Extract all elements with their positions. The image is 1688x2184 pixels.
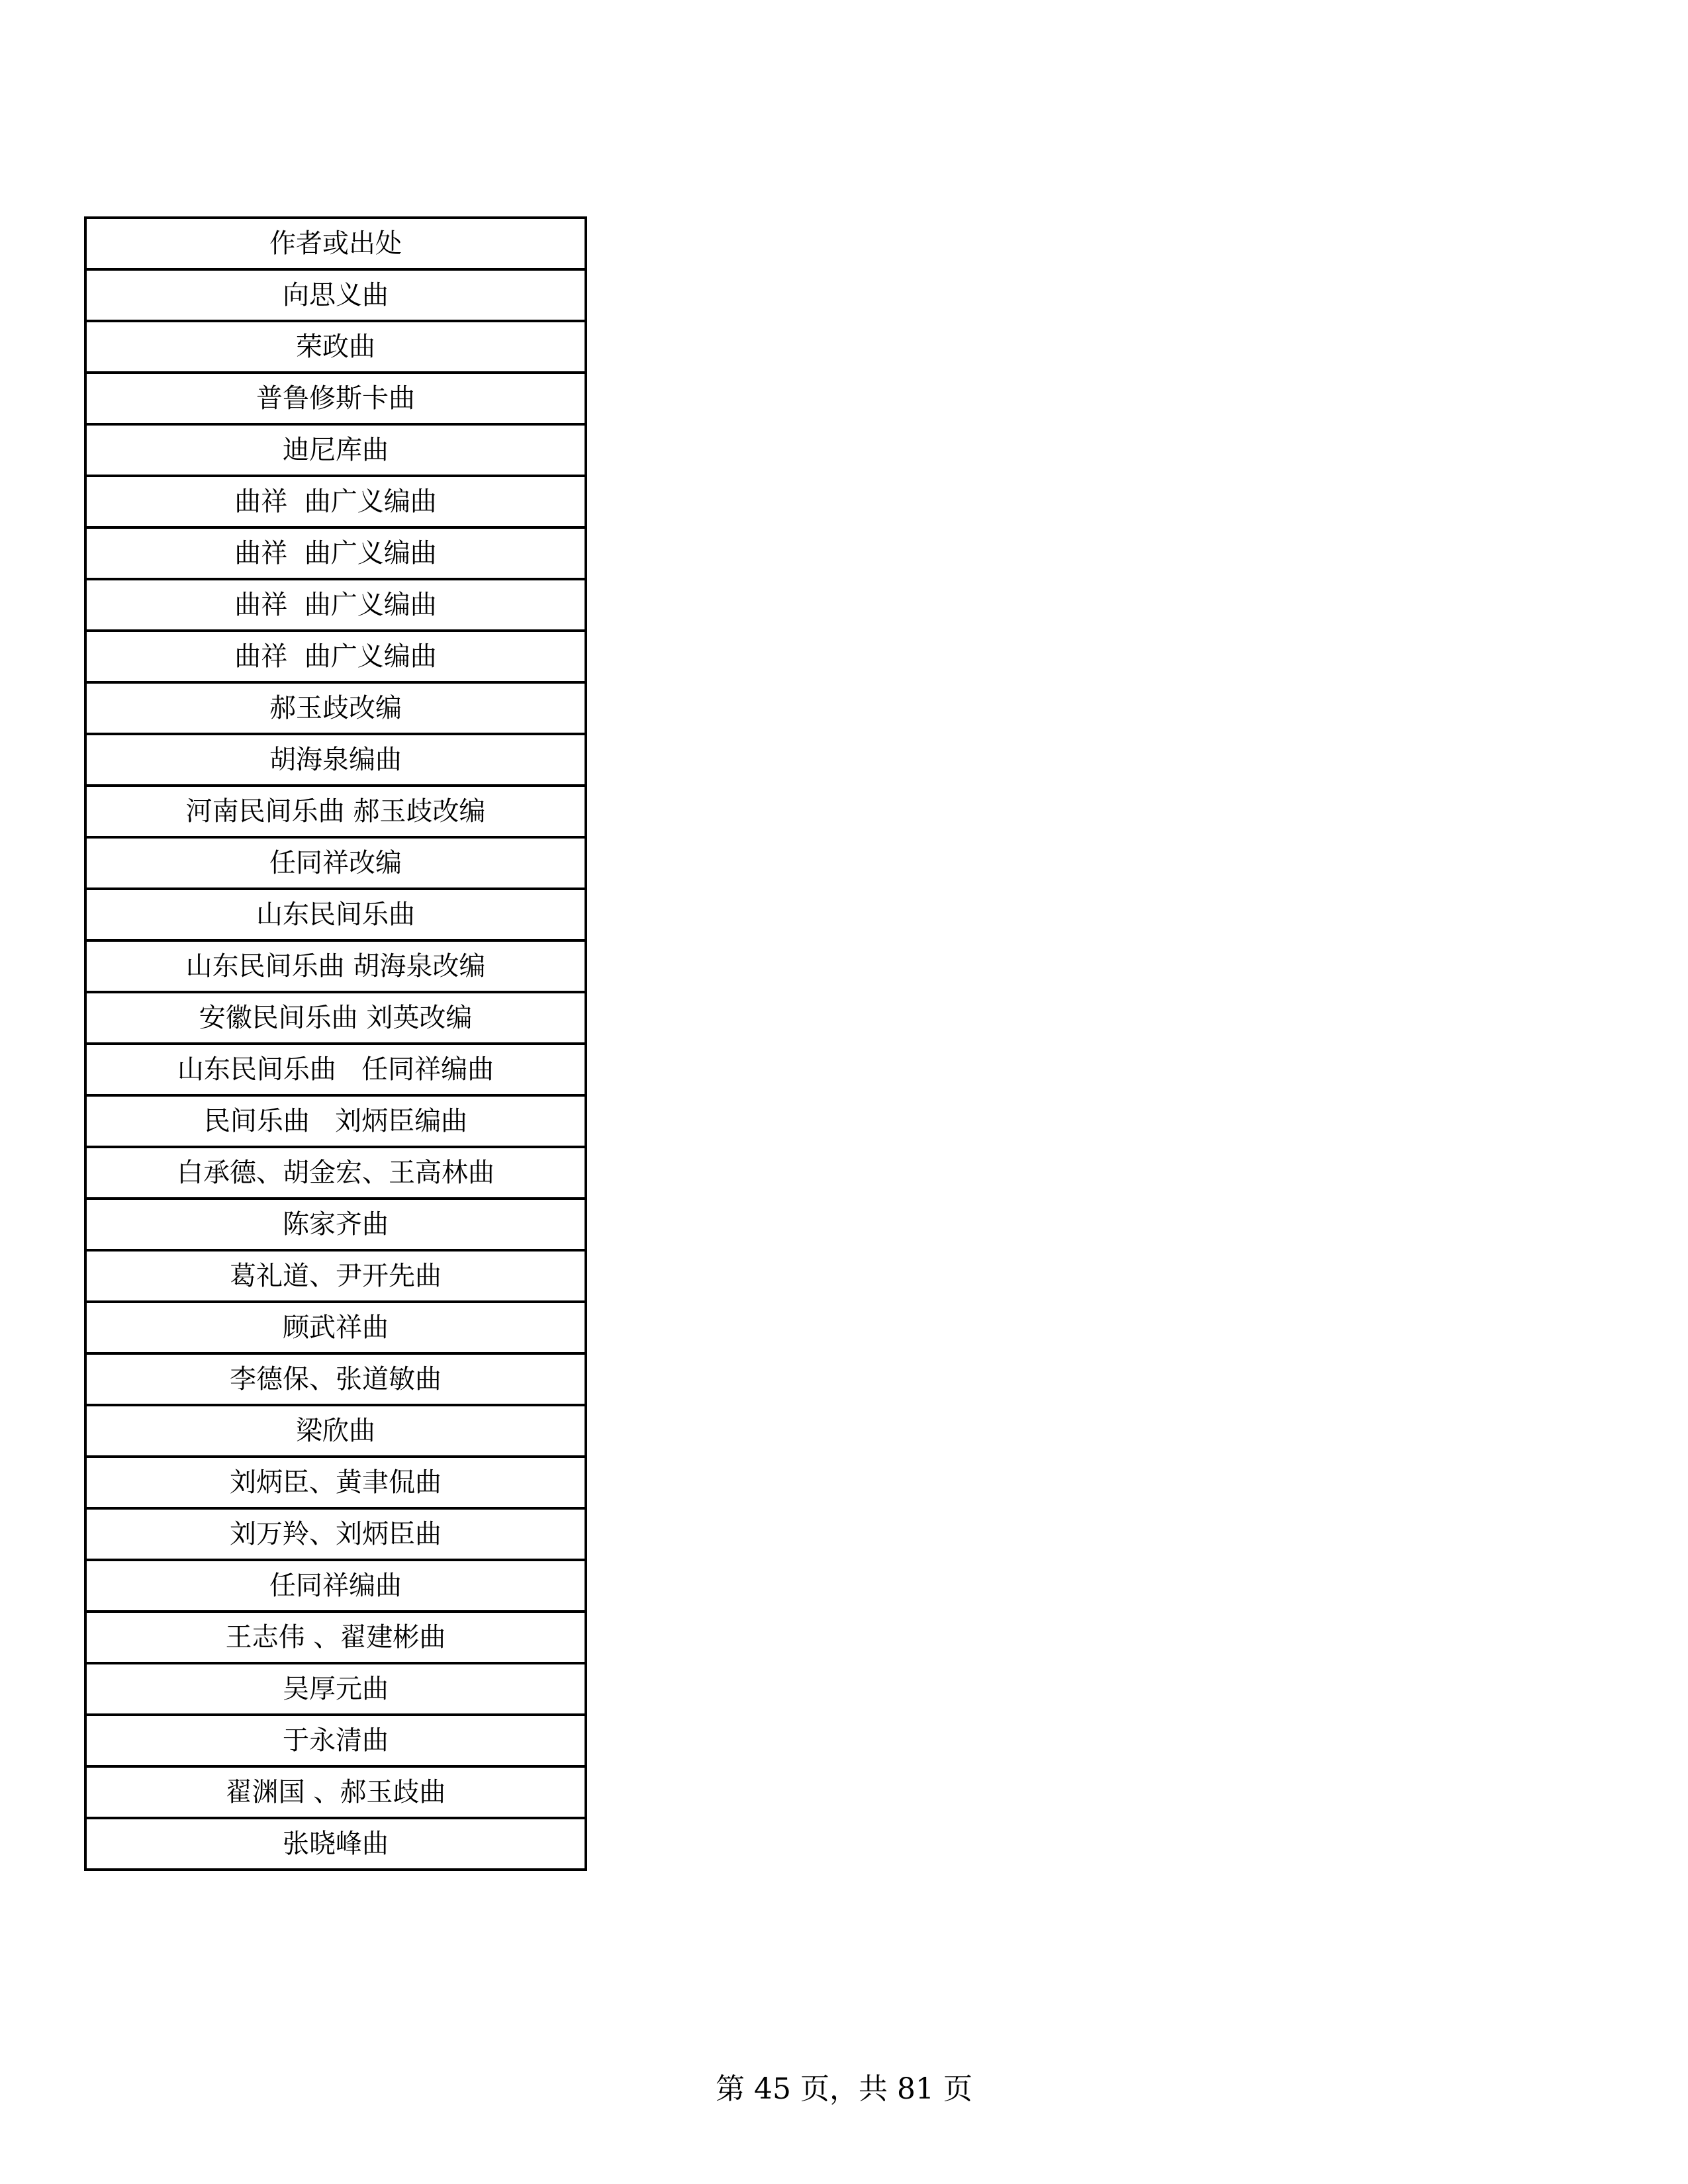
- table-cell: 王志伟 、翟建彬曲: [85, 1612, 586, 1663]
- table-cell: 葛礼道、尹开先曲: [85, 1250, 586, 1302]
- composer-table: [84, 216, 587, 1871]
- table-row: [85, 786, 586, 837]
- table-row: [85, 1405, 586, 1457]
- table-cell: 陈家齐曲: [85, 1199, 586, 1250]
- table-row: [85, 1095, 586, 1147]
- table-row: [85, 1353, 586, 1405]
- table-cell: 山东民间乐曲 任同祥编曲: [85, 1044, 586, 1095]
- table-cell: 李德保、张道敏曲: [85, 1353, 586, 1405]
- table-cell: 山东民间乐曲: [85, 889, 586, 940]
- table-cell: 任同祥改编: [85, 837, 586, 889]
- table-cell: 曲祥 曲广义编曲: [85, 527, 586, 579]
- table-row: [85, 424, 586, 476]
- table-cell: 吴厚元曲: [85, 1663, 586, 1715]
- table-header-cell: 作者或出处: [85, 218, 586, 269]
- table-cell: 于永清曲: [85, 1715, 586, 1766]
- table-row: [85, 1508, 586, 1560]
- table-cell: 顾武祥曲: [85, 1302, 586, 1353]
- table-cell: 河南民间乐曲 郝玉歧改编: [85, 786, 586, 837]
- table-cell: 刘万羚、刘炳臣曲: [85, 1508, 586, 1560]
- table-cell: 普鲁修斯卡曲: [85, 373, 586, 424]
- table-row: [85, 1457, 586, 1508]
- table-row: [85, 837, 586, 889]
- table-body: [85, 218, 586, 1870]
- table-row: [85, 1663, 586, 1715]
- table-row: [85, 1818, 586, 1870]
- table-row: [85, 1612, 586, 1663]
- table-row: [85, 1199, 586, 1250]
- table-cell: 山东民间乐曲 胡海泉改编: [85, 940, 586, 992]
- page-number-footer: 第 45 页，共 81 页: [716, 2072, 972, 2106]
- table-row: [85, 476, 586, 527]
- table-cell: 翟渊国 、郝玉歧曲: [85, 1766, 586, 1818]
- table-cell: 郝玉歧改编: [85, 682, 586, 734]
- table-cell: 曲祥 曲广义编曲: [85, 631, 586, 682]
- composer-table-container: [84, 216, 587, 1871]
- table-cell: 民间乐曲 刘炳臣编曲: [85, 1095, 586, 1147]
- table-row: [85, 1715, 586, 1766]
- table-cell: 刘炳臣、黄聿侃曲: [85, 1457, 586, 1508]
- table-row: [85, 373, 586, 424]
- table-row: [85, 1302, 586, 1353]
- table-row: [85, 682, 586, 734]
- table-cell: 荣政曲: [85, 321, 586, 373]
- table-row: [85, 1250, 586, 1302]
- table-row: [85, 940, 586, 992]
- table-cell: 迪尼库曲: [85, 424, 586, 476]
- table-row: [85, 1766, 586, 1818]
- table-row: [85, 889, 586, 940]
- table-header-row: [85, 218, 586, 269]
- table-row: [85, 734, 586, 786]
- table-cell: 曲祥 曲广义编曲: [85, 476, 586, 527]
- table-row: [85, 269, 586, 321]
- table-row: [85, 321, 586, 373]
- table-row: [85, 1560, 586, 1612]
- table-cell: 梁欣曲: [85, 1405, 586, 1457]
- table-row: [85, 1147, 586, 1199]
- table-row: [85, 1044, 586, 1095]
- table-cell: 任同祥编曲: [85, 1560, 586, 1612]
- table-row: [85, 992, 586, 1044]
- table-row: [85, 527, 586, 579]
- table-cell: 安徽民间乐曲 刘英改编: [85, 992, 586, 1044]
- table-cell: 张晓峰曲: [85, 1818, 586, 1870]
- table-cell: 白承德、胡金宏、王高林曲: [85, 1147, 586, 1199]
- table-row: [85, 631, 586, 682]
- table-cell: 胡海泉编曲: [85, 734, 586, 786]
- table-cell: 向思义曲: [85, 269, 586, 321]
- table-cell: 曲祥 曲广义编曲: [85, 579, 586, 631]
- table-row: [85, 579, 586, 631]
